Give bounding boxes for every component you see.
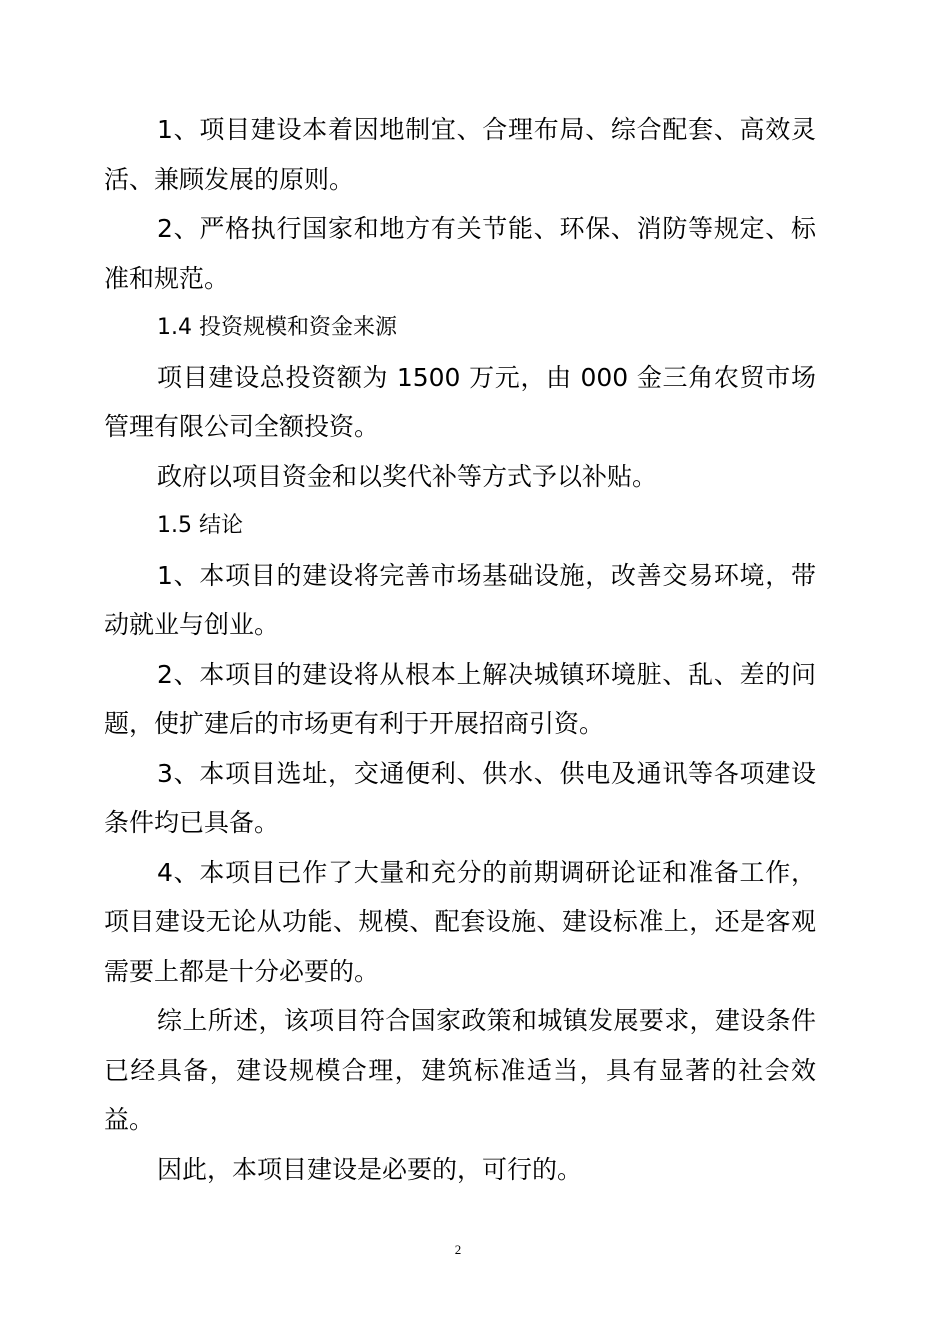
principle-paragraph-2: 2、严格执行国家和地方有关节能、环保、消防等规定、标准和规范。 (104, 214, 816, 293)
final-paragraph: 因此，本项目建设是必要的，可行的。 (157, 1154, 583, 1184)
conclusion-paragraph-4: 4、本项目已作了大量和充分的前期调研论证和准备工作，项目建设无论从功能、规模、配套设施、建设标准上，还是客观需要上都是十分必要的。 (104, 857, 816, 986)
principle-paragraph-1: 1、项目建设本着因地制宜、合理布局、综合配套、高效灵活、兼顾发展的原则。 (104, 115, 816, 194)
investment-paragraph: 项目建设总投资额为 1500 万元，由 000 金三角农贸市场管理有限公司全额投资。 (104, 362, 816, 441)
document-body (104, 105, 816, 1194)
summary-paragraph: 综上所述，该项目符合国家政策和城镇发展要求，建设条件已经具备，建设规模合理，建筑标准适当，具有显著的社会效益。 (104, 1006, 816, 1134)
conclusion-paragraph-3: 3、本项目选址，交通便利、供水、供电及通讯等各项建设条件均已具备。 (104, 758, 816, 837)
conclusion-paragraph-2: 2、本项目的建设将从根本上解决城镇环境脏、乱、差的问题，使扩建后的市场更有利于开展招商引资。 (104, 659, 816, 738)
section-heading-conclusion: 1.5 结论 (157, 513, 243, 538)
section-heading-investment: 1.4 投资规模和资金来源 (157, 315, 397, 340)
page-number: 2 (454, 1242, 462, 1257)
conclusion-paragraph-1: 1、本项目的建设将完善市场基础设施，改善交易环境，带动就业与创业。 (104, 560, 816, 639)
subsidy-paragraph: 政府以项目资金和以奖代补等方式予以补贴。 (157, 461, 658, 491)
